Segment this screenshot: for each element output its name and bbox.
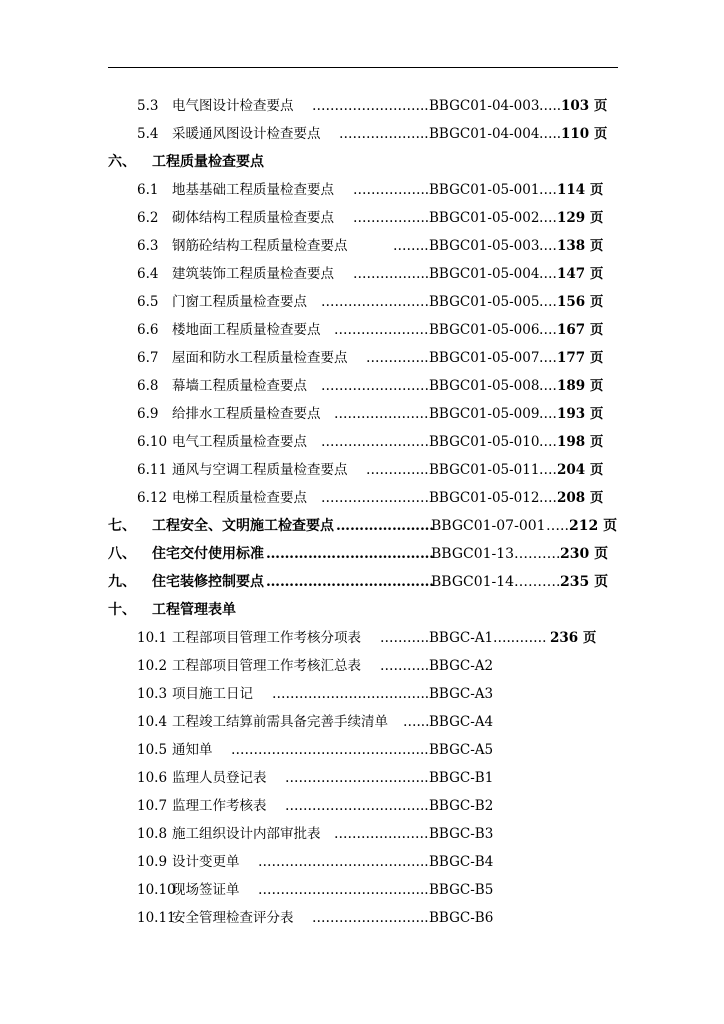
toc-number: 6.2 [137, 210, 159, 226]
toc-leader-dots: ….. [539, 126, 562, 142]
toc-number: 6.11 [137, 462, 168, 478]
toc-title: 电气工程质量检查要点 [172, 434, 307, 450]
toc-title: 砌体结构工程质量检查要点 [172, 210, 334, 226]
toc-page-number: 230 页 [560, 546, 609, 562]
toc-code: BBGC01-04-003 [429, 98, 540, 114]
toc-entry[interactable] [0, 876, 724, 904]
toc-number: 6.6 [137, 322, 159, 338]
toc-title: 工程竣工结算前需具备完善手续清单 [172, 714, 388, 730]
toc-code: BBGC01-05-009 [429, 406, 540, 422]
toc-section-heading[interactable] [0, 540, 724, 568]
toc-leader-dots: …. [539, 238, 557, 254]
toc-number: 10.6 [137, 770, 168, 786]
toc-leader-dots: ………………… [336, 518, 434, 534]
toc-leader-dots: ………….. [366, 462, 429, 478]
toc-number: 10.1 [137, 630, 168, 646]
toc-section-heading[interactable] [0, 148, 724, 176]
toc-section-heading[interactable] [0, 512, 724, 540]
toc-code: BBGC01-05-003 [429, 238, 540, 254]
toc-number: 6.3 [137, 238, 159, 254]
toc-page-number: 189 页 [557, 378, 604, 394]
toc-entry[interactable] [0, 92, 724, 120]
toc-leader-dots: …. [539, 490, 557, 506]
toc-code: BBGC01-05-008 [429, 378, 540, 394]
toc-page-number: 156 页 [557, 294, 604, 310]
toc-entry[interactable] [0, 176, 724, 204]
toc-number: 七、 [108, 518, 136, 534]
toc-entry[interactable] [0, 736, 724, 764]
toc-entry[interactable] [0, 456, 724, 484]
toc-number: 5.3 [137, 98, 159, 114]
toc-title: 工程质量检查要点 [152, 154, 264, 170]
toc-code: BBGC01-05-012 [429, 490, 540, 506]
toc-title: 工程部项目管理工作考核分项表 [172, 630, 361, 646]
toc-number: 10.5 [137, 742, 168, 758]
toc-leader-dots: ………………………….. [285, 798, 429, 814]
toc-leader-dots: ………………… [334, 322, 429, 338]
toc-title: 安全管理检查评分表 [172, 910, 294, 926]
toc-entry[interactable] [0, 652, 724, 680]
toc-code: BBGC01-05-007 [429, 350, 540, 366]
toc-number: 6.8 [137, 378, 159, 394]
toc-leader-dots: …. [539, 322, 557, 338]
toc-code: BBGC01-05-001 [429, 182, 540, 198]
toc-page-number: 208 页 [557, 490, 604, 506]
toc-title: 住宅装修控制要点 [152, 574, 264, 590]
toc-entry[interactable] [0, 288, 724, 316]
toc-leader-dots: …………………….. [312, 98, 429, 114]
toc-title: 门窗工程质量检查要点 [172, 294, 307, 310]
toc-leader-dots: …. [539, 406, 557, 422]
toc-leader-dots: …………….. [353, 210, 430, 226]
toc-entry[interactable] [0, 484, 724, 512]
toc-leader-dots: …. [539, 462, 557, 478]
toc-number: 六、 [108, 154, 136, 170]
toc-leader-dots: ……………….. [339, 126, 429, 142]
toc-leader-dots: ………. [514, 546, 561, 562]
toc-number: 6.9 [137, 406, 159, 422]
toc-page-number: 147 页 [557, 266, 604, 282]
toc-leader-dots: ……………………………… [266, 574, 434, 590]
toc-leader-dots: ….. [546, 518, 569, 534]
toc-number: 八、 [108, 546, 136, 562]
toc-title: 给排水工程质量检查要点 [172, 406, 321, 422]
toc-title: 监理工作考核表 [172, 798, 267, 814]
toc-section-heading[interactable] [0, 568, 724, 596]
toc-number: 6.5 [137, 294, 159, 310]
toc-code: BBGC01-05-006 [429, 322, 540, 338]
toc-leader-dots: …….. [393, 238, 429, 254]
toc-leader-dots: ……………………………….. [258, 882, 429, 898]
toc-leader-dots: …. [539, 182, 557, 198]
toc-leader-dots: ….. [539, 98, 562, 114]
toc-number: 10.3 [137, 686, 168, 702]
toc-title: 建筑装饰工程质量检查要点 [172, 266, 334, 282]
toc-leader-dots: ………………………….. [285, 770, 429, 786]
toc-entry[interactable] [0, 792, 724, 820]
toc-code: BBGC-B3 [429, 826, 494, 842]
toc-leader-dots: …………………….. [312, 910, 429, 926]
toc-title: 幕墙工程质量检查要点 [172, 378, 307, 394]
toc-entry[interactable] [0, 848, 724, 876]
toc-number: 10.8 [137, 826, 168, 842]
toc-code: BBGC-A3 [429, 686, 494, 702]
toc-number: 10.9 [137, 854, 168, 870]
toc-title: 施工组织设计内部审批表 [172, 826, 321, 842]
toc-leader-dots: ……….. [380, 658, 430, 674]
header-rule [108, 67, 618, 68]
toc-code: BBGC-A1 [429, 630, 494, 646]
toc-leader-dots: ………. [514, 574, 561, 590]
toc-title: 电梯工程质量检查要点 [172, 490, 307, 506]
toc-leader-dots: …. [539, 210, 557, 226]
toc-number: 6.10 [137, 434, 168, 450]
toc-page-number: 212 页 [569, 518, 618, 534]
toc-code: BBGC01-05-010 [429, 434, 540, 450]
toc-title: 屋面和防水工程质量检查要点 [172, 350, 348, 366]
toc-page-number: 167 页 [557, 322, 604, 338]
toc-entry[interactable] [0, 204, 724, 232]
toc-code: BBGC-B4 [429, 854, 494, 870]
toc-title: 地基基础工程质量检查要点 [172, 182, 334, 198]
toc-code: BBGC01-05-002 [429, 210, 540, 226]
toc-leader-dots: …………….. [353, 182, 430, 198]
toc-page-number: 138 页 [557, 238, 604, 254]
toc-code: BBGC-B1 [429, 770, 494, 786]
toc-code: BBGC01-07-001 [431, 518, 546, 534]
toc-title: 通风与空调工程质量检查要点 [172, 462, 348, 478]
toc-leader-dots: …………………………………….. [231, 742, 429, 758]
toc-number: 十、 [108, 602, 136, 618]
toc-page-number: 198 页 [557, 434, 604, 450]
toc-entry[interactable] [0, 232, 724, 260]
toc-leader-dots: ………………… [334, 406, 429, 422]
toc-leader-dots: …... [403, 714, 430, 730]
toc-code: BBGC01-05-004 [429, 266, 540, 282]
toc-number: 6.1 [137, 182, 159, 198]
toc-page-number: 177 页 [557, 350, 604, 366]
toc-entry[interactable] [0, 428, 724, 456]
toc-leader-dots: ……………………………… [266, 546, 434, 562]
toc-entry[interactable] [0, 120, 724, 148]
toc-entry[interactable] [0, 904, 724, 932]
toc-leader-dots: …. [539, 378, 557, 394]
toc-code: BBGC-B6 [429, 910, 494, 926]
toc-title: 监理人员登记表 [172, 770, 267, 786]
toc-leader-dots: …. [539, 350, 557, 366]
toc-title: 采暖通风图设计检查要点 [172, 126, 321, 142]
toc-code: BBGC01-14 [431, 574, 515, 590]
table-of-contents [0, 92, 724, 932]
toc-entry[interactable] [0, 624, 724, 652]
toc-title: 工程管理表单 [152, 602, 236, 618]
toc-leader-dots: …. [539, 294, 557, 310]
toc-leader-dots: …. [539, 434, 557, 450]
toc-page-number: 110 页 [561, 126, 608, 142]
toc-title: 工程部项目管理工作考核汇总表 [172, 658, 361, 674]
toc-code: BBGC01-05-005 [429, 294, 540, 310]
toc-title: 住宅交付使用标准 [152, 546, 264, 562]
toc-leader-dots: …..……. [493, 630, 547, 646]
toc-entry[interactable] [0, 344, 724, 372]
toc-number: 6.12 [137, 490, 168, 506]
toc-leader-dots: ………………… [334, 826, 429, 842]
toc-title: 现场签证单 [172, 882, 240, 898]
toc-title: 工程安全、文明施工检查要点 [152, 518, 334, 534]
toc-code: BBGC-A4 [429, 714, 494, 730]
toc-leader-dots: …………………… [321, 490, 429, 506]
toc-number: 10.10 [137, 882, 176, 898]
toc-number: 九、 [108, 574, 136, 590]
toc-number: 5.4 [137, 126, 159, 142]
toc-code: BBGC01-05-011 [429, 462, 540, 478]
toc-number: 6.7 [137, 350, 159, 366]
toc-code: BBGC-B2 [429, 798, 494, 814]
toc-page-number: 204 页 [557, 462, 604, 478]
toc-page-number: 103 页 [561, 98, 608, 114]
toc-page-number: 236 页 [550, 630, 597, 646]
toc-page-number: 114 页 [557, 182, 604, 198]
toc-section-heading[interactable] [0, 596, 724, 624]
toc-code: BBGC-B5 [429, 882, 494, 898]
toc-leader-dots: …………………… [321, 434, 429, 450]
toc-entry[interactable] [0, 400, 724, 428]
toc-number: 10.7 [137, 798, 168, 814]
toc-entry[interactable] [0, 708, 724, 736]
toc-leader-dots: …. [539, 266, 557, 282]
toc-entry[interactable] [0, 260, 724, 288]
toc-page-number: 129 页 [557, 210, 604, 226]
toc-entry[interactable] [0, 680, 724, 708]
toc-page-number: 235 页 [560, 574, 609, 590]
toc-code: BBGC01-13 [431, 546, 515, 562]
toc-leader-dots: …………….. [353, 266, 430, 282]
toc-title: 钢筋砼结构工程质量检查要点 [172, 238, 348, 254]
toc-leader-dots: …………………………….. [272, 686, 430, 702]
toc-leader-dots: ……….. [380, 630, 430, 646]
toc-title: 楼地面工程质量检查要点 [172, 322, 321, 338]
toc-entry[interactable] [0, 316, 724, 344]
toc-title: 项目施工日记 [172, 686, 253, 702]
toc-title: 设计变更单 [172, 854, 240, 870]
toc-number: 10.2 [137, 658, 168, 674]
toc-entry[interactable] [0, 372, 724, 400]
toc-leader-dots: ……………………………….. [258, 854, 429, 870]
toc-leader-dots: …………………… [321, 294, 429, 310]
toc-entry[interactable] [0, 820, 724, 848]
toc-number: 10.11 [137, 910, 176, 926]
toc-code: BBGC01-04-004 [429, 126, 540, 142]
toc-number: 10.4 [137, 714, 168, 730]
toc-code: BBGC-A2 [429, 658, 494, 674]
toc-code: BBGC-A5 [429, 742, 494, 758]
toc-title: 通知单 [172, 742, 213, 758]
toc-entry[interactable] [0, 764, 724, 792]
toc-number: 6.4 [137, 266, 159, 282]
toc-title: 电气图设计检查要点 [172, 98, 294, 114]
toc-page-number: 193 页 [557, 406, 604, 422]
toc-leader-dots: …………………… [321, 378, 429, 394]
toc-leader-dots: ………….. [366, 350, 429, 366]
